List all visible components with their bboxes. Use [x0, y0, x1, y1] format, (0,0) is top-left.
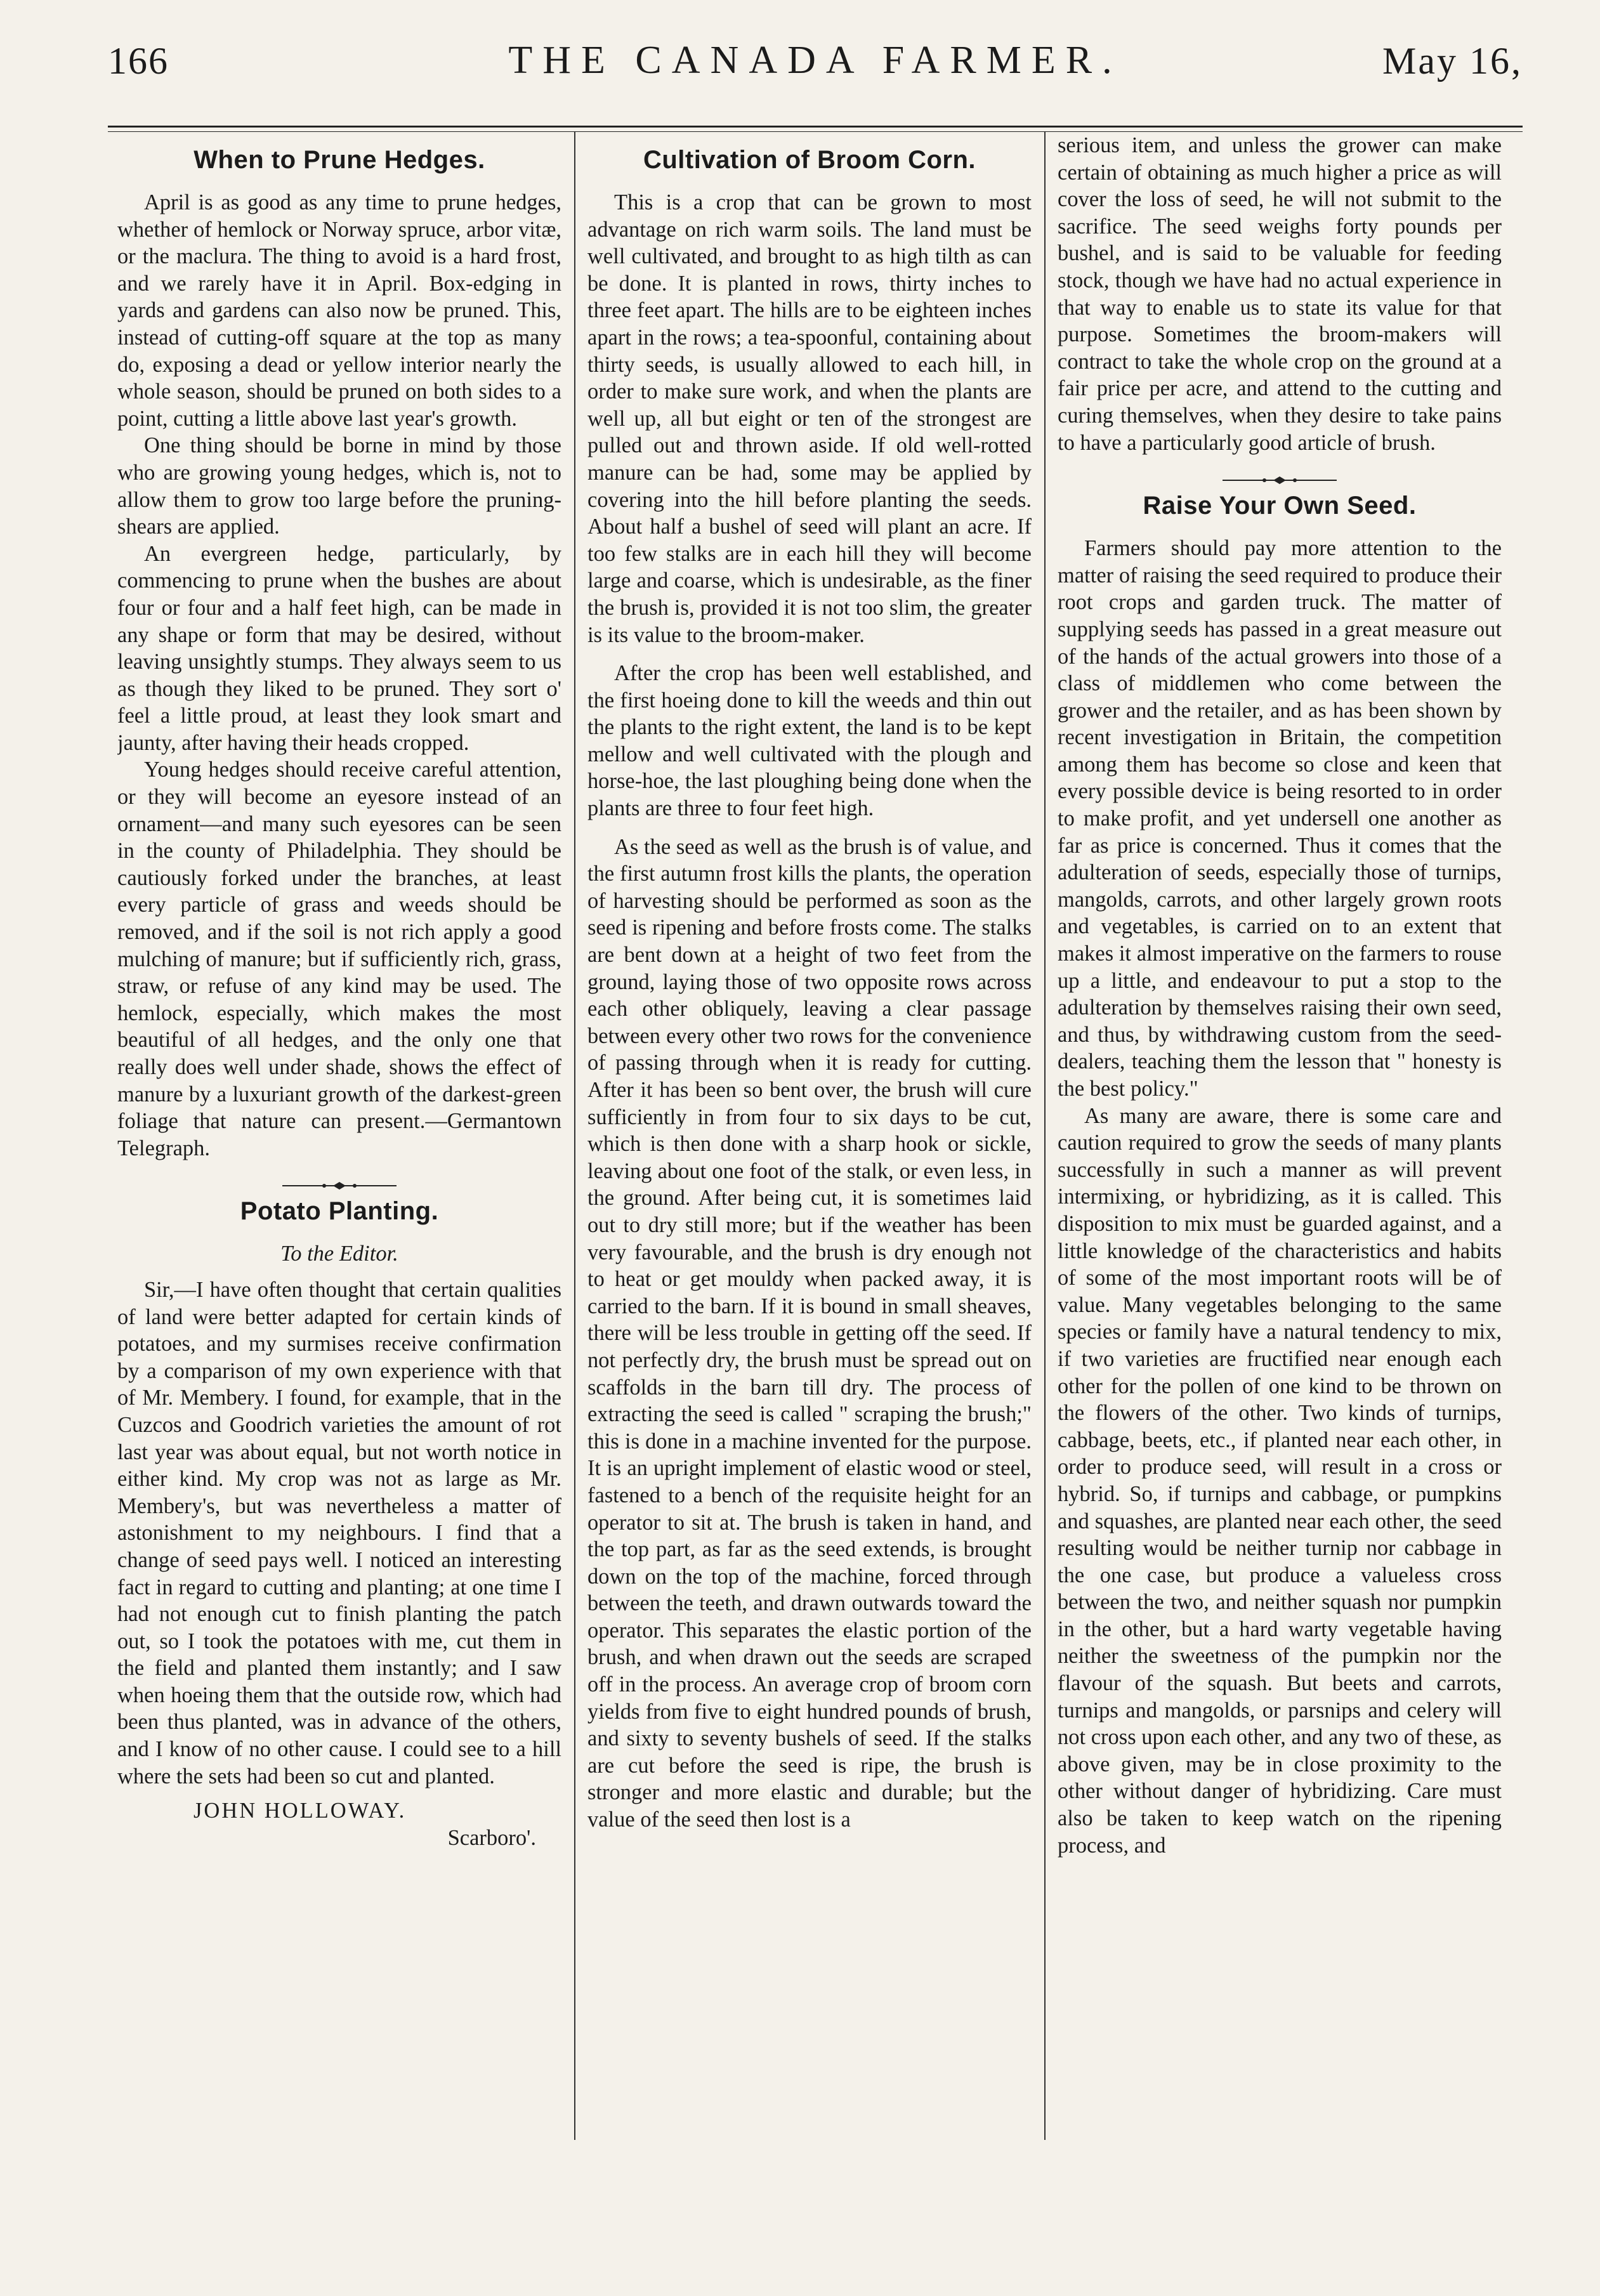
article-broom-corn: [587, 145, 1032, 1834]
signature-place: Scarboro'.: [447, 1825, 536, 1850]
article-paragraph: As the seed as well as the brush is of value, and the first autumn frost kills the plants, the operation of harvesting should be performed as soon as the seed is ripening and before frosts come. The stalks are bent down at a height of two feet from the ground, laying those of two opposite rows across each other obliquely, leaving a clear passage between every other two rows for the convenience of passing through when it is ready for cutting. After it has been so bent over, the brush will cure sufficiently in from four to six days to be cut, which is then done with a sharp hook or sickle, leaving about one foot of the stalk, or even less, in the ground. After being cut, it is sometimes laid out to dry still more; but if the weather has been very favourable, and the brush is dry enough not to heat or get mouldy when packed away, it is carried to the barn. If it is bound in small sheaves, there will be less trouble in getting off the seed. If not perfectly dry, the brush must be spread out on scaffolds in the barn till dry. The process of extracting the seed is called " scraping the brush;" this is done in a machine invented for the purpose. It is an upright implement of elastic wood or steel, fastened to a bench of the requisite height for an operator to sit at. The brush is taken in hand, and the top part, as far as the seed extends, is brought down on the top of the machine, forced through between the teeth, and drawn outwards toward the operator. This separates the elastic portion of the brush, and when drawn out the seeds are scraped off in the process. An average crop of broom corn yields from five to eight hundred pounds of brush, and sixty to seventy bushels of seed. If the stalks are cut before the seed is ripe, the brush is stronger and more elastic and durable; but the value of the seed then lost is a: [587, 834, 1032, 1832]
header-rule: [108, 126, 1523, 132]
signature-name: JOHN HOLLOWAY.: [193, 1799, 407, 1823]
article-potato-planting: [117, 1196, 561, 1851]
issue-date: May 16,: [1382, 40, 1523, 82]
article-heading: Potato Planting.: [240, 1197, 439, 1226]
article-paragraph: This is a crop that can be grown to most advantage on rich warm soils. The land must be well cultivated, and brought to as high tilth as can be done. It is planted in rows, thirty inches to three feet apart. The hills are to be eighteen inches apart in the rows; a tea-spoonful, containing about thirty seeds, is usually allowed to each hill, in order to make sure work, and when the plants are well up, all but eight or ten of the strongest are pulled out and thrown aside. If old well-rotted manure can be had, some may be applied by covering into the hill before planting the seeds. About half a bushel of seed will plant an acre. If too few stalks are in each hill they will become large and coarse, which is undesirable, as the finer the brush is, provided it is not too slim, the greater is its value to the broom-maker.: [587, 190, 1032, 647]
article-paragraph: Young hedges should receive careful attention, or they will become an eyesore instead of an ornament—and many such eyesores can be seen in the county of Philadelphia. They should be cautiously forked under the branches, at least every particle of grass and weeds should be removed, and if the soil is not rich apply a good mulching of manure; but if sufficiently rich, grass, straw, or refuse of any kind may be used. The hemlock, especially, which makes the most beautiful of all hedges, and the only one that really does well under shade, shows the effect of manure by a luxuriant growth of the darkest-green foliage that nature can present.—Germantown Telegraph.: [117, 758, 561, 1160]
salutation: To the Editor.: [280, 1242, 398, 1266]
article-paragraph: Sir,—I have often thought that certain qualities of land were better adapted for certain kinds of potatoes, and my surmises receive confirmation by a comparison of my own experience with that of Mr. Membery. I found, for example, that in the Cuzcos and Goodrich varieties the amount of rot last year was about equal, but not worth notice in either kind. My crop was not as large as Mr. Membery's, but was nevertheless a matter of astonishment to my neighbours. I find that a change of seed pays well. I noticed an interesting fact in regard to cutting and planting; at one time I had not enough cut to finish planting the patch out, so I took the potatoes with me, cut them in the field and planted them instantly; and I saw when hoeing them that the outside row, which had been thus planted, was in advance of the others, and I know of no other cause. I could see to a hill where the sets had been so cut and planted.: [117, 1277, 561, 1788]
page-number: 166: [108, 40, 169, 82]
masthead: [108, 25, 1523, 102]
article-heading: When to Prune Hedges.: [193, 146, 485, 174]
article-paragraph: One thing should be borne in mind by those who are growing young hedges, which is, not to allow them to grow too large before the pruning-shears are applied.: [117, 433, 561, 539]
column-divider: [574, 132, 575, 2140]
article-broom-corn-continued: [1058, 132, 1502, 456]
article-heading: Cultivation of Broom Corn.: [643, 146, 976, 174]
newspaper-title: THE CANADA FARMER.: [508, 39, 1122, 82]
ornamental-separator: [1058, 465, 1502, 478]
column-divider: [1044, 132, 1046, 2140]
column-1: [117, 132, 561, 2140]
article-raise-own-seed: [1058, 490, 1502, 1859]
article-paragraph: An evergreen hedge, particularly, by commencing to prune when the bushes are about four or four and a half feet high, can be made in any shape or form that may be desired, without leaving unsightly stumps. They always seem to us as though they liked to be pruned. They sort o' feel a little proud, at least they look smart and jaunty, after having their heads cropped.: [117, 541, 561, 755]
article-prune-hedges: [117, 145, 561, 1162]
article-paragraph: serious item, and unless the grower can make certain of obtaining as much higher a price as will cover the loss of seed, he will not submit to the sacrifice. The seed weighs forty pounds per bushel, and is said to be valuable for feeding stock, though we have had no actual experience in that way to enable us to state its value for that purpose. Sometimes the broom-makers will contract to take the whole crop on the ground at a fair price per acre, and attend to the cutting and curing themselves, when they desire to take pains to have a particularly good article of brush.: [1058, 133, 1502, 455]
article-paragraph: April is as good as any time to prune hedges, whether of hemlock or Norway spruce, arbor vitæ, or the maclura. The thing to avoid is a hard frost, and we rarely have it in April. Box-edging in yards and gardens can also now be pruned. This, instead of cutting-off square at the top as many do, exposing a dead or yellow interior nearly the whole season, should be pruned on both sides to a point, cutting a little above last year's growth.: [117, 190, 561, 431]
article-paragraph: Farmers should pay more attention to the matter of raising the seed required to produce their root crops and garden truck. The matter of supplying seeds has passed in a great measure out of the hands of the actual growers into those of a class of middlemen who come between the grower and the retailer, and as has been shown by recent investigation in Britain, the competition among them has become so close and keen that every possible device is being resorted to in order to make profit, and yet undersell one another as far as price is concerned. Thus it comes that the adulteration of seeds, especially those of turnips, mangolds, carrots, and other largely grown roots and vegetables, is carried on to an extent that makes it almost imperative on the farmers to rouse up a little, and endeavour to put a stop to the adulteration by themselves raising their own seed, and thus, by withdrawing custom from the seed-dealers, teaching them the lesson that " honesty is the best policy.": [1058, 536, 1502, 1101]
ornamental-separator: [117, 1171, 561, 1183]
article-heading: Raise Your Own Seed.: [1143, 492, 1417, 520]
column-2: [587, 132, 1032, 2140]
article-paragraph: As many are aware, there is some care and caution required to grow the seeds of many plants successfully in such a manner as will prevent intermixing, or hybridizing, as it is called. This disposition to mix must be guarded against, and a little knowledge of the characteristics and habits of some of the most important roots will be of value. Many vegetables belonging to the same species or family have a natural tendency to mix, if two varieties are fructified near enough each other for the pollen of one kind to be thrown on the flowers of the other. Two kinds of turnips, cabbage, beets, etc., if planted near each other, in order to produce seed, will result in a cross or hybrid. So, if turnips and cabbage, or pumpkins and squashes, are planted near each other, the seed resulting would be neither turnip nor cabbage in the one case, but produce a valueless cross between the two, and neither squash nor pumpkin in the other, but a hard warty vegetable having neither the sweetness of the pumpkin nor the flavour of the squash. But beets and carrots, turnips and mangolds, or parsnips and celery will not cross upon each other, and any two of these, as above given, may be in close proximity to the other without danger of hybridizing. Care must also be taken to keep watch on the ripening process, and: [1058, 1103, 1502, 1858]
column-3: [1058, 132, 1502, 2140]
article-paragraph: After the crop has been well established, and the first hoeing done to kill the weeds and thin out the plants to the right extent, the land is to be kept mellow and well cultivated with the plough and horse-hoe, the last ploughing being done when the plants are three to four feet high.: [587, 661, 1032, 821]
